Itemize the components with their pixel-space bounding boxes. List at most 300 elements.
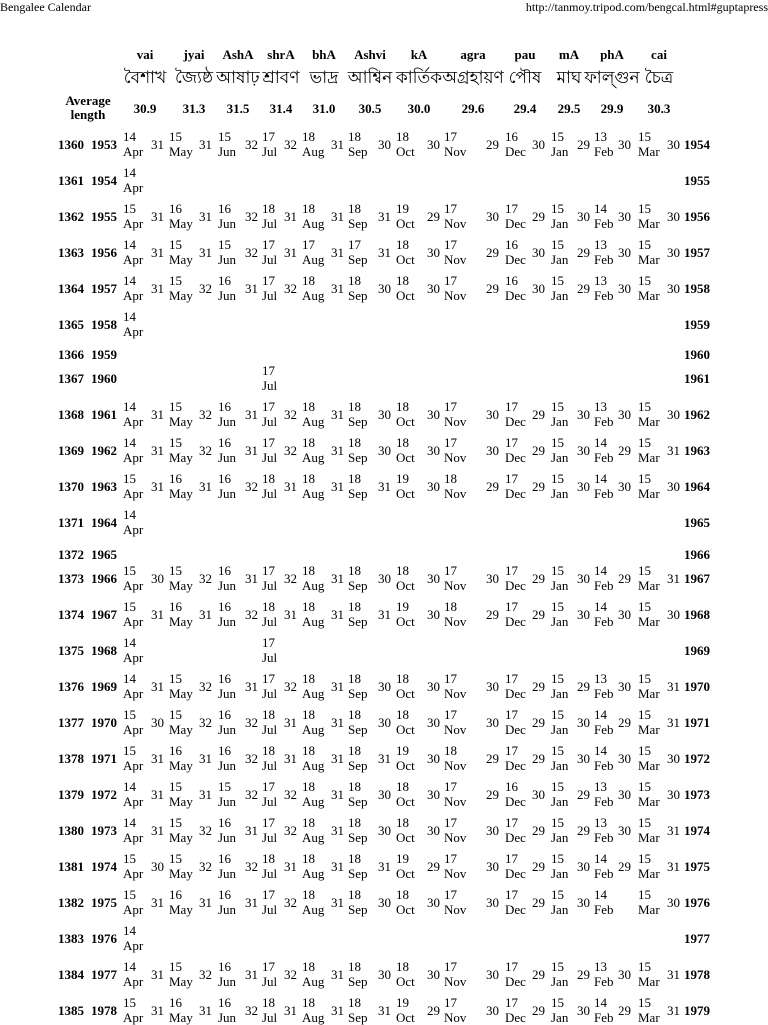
month-start-date <box>169 563 193 593</box>
month-start-date <box>262 851 277 881</box>
start-day: 18 <box>262 743 275 758</box>
gregorian-start-year: 1978 <box>91 1003 117 1018</box>
start-day: 15 <box>551 273 564 288</box>
month-length: 30 <box>486 407 499 422</box>
start-month: Sep <box>348 866 368 881</box>
month-length: 30 <box>486 571 499 586</box>
month-start-date <box>348 237 368 267</box>
month-start-date <box>123 815 143 845</box>
month-start-date <box>123 599 143 629</box>
month-length: 30 <box>667 137 680 152</box>
month-bengali-name: চৈত্র <box>644 68 674 88</box>
start-day: 18 <box>302 887 315 902</box>
start-day: 18 <box>396 237 409 252</box>
start-month: Feb <box>594 614 614 629</box>
start-day: 19 <box>396 201 409 216</box>
start-month: Nov <box>444 486 467 501</box>
month-start-date <box>123 507 143 537</box>
month-length: 30 <box>378 679 391 694</box>
start-month: May <box>169 1010 193 1025</box>
month-start-date <box>123 635 143 665</box>
month-start-date <box>302 959 324 989</box>
average-length-value: 31.4 <box>269 101 293 116</box>
start-month: May <box>169 722 193 737</box>
start-day: 18 <box>302 435 315 450</box>
month-start-date <box>302 851 324 881</box>
month-length: 29 <box>486 787 499 802</box>
month-start-date <box>302 399 324 429</box>
start-month: Mar <box>638 216 660 231</box>
month-length: 32 <box>199 823 212 838</box>
start-month: Mar <box>638 486 660 501</box>
month-length: 30 <box>427 281 440 296</box>
month-start-date <box>348 995 368 1025</box>
start-day: 13 <box>594 671 607 686</box>
month-start-date <box>348 851 368 881</box>
start-month: Sep <box>348 722 368 737</box>
bengali-year: 1371 <box>58 515 84 530</box>
start-day: 14 <box>123 129 136 144</box>
start-month: Sep <box>348 414 368 429</box>
start-day: 17 <box>262 399 275 414</box>
start-day: 18 <box>348 671 361 686</box>
start-day: 18 <box>348 201 361 216</box>
start-month: Sep <box>348 450 368 465</box>
start-month: Jan <box>551 450 569 465</box>
gregorian-start-year: 1960 <box>91 371 117 386</box>
start-month: Jan <box>551 288 569 303</box>
bengali-year: 1381 <box>58 859 84 874</box>
start-month: May <box>169 866 193 881</box>
month-start-date <box>218 435 236 465</box>
start-month: Feb <box>594 252 614 267</box>
start-day: 17 <box>505 599 518 614</box>
month-length: 31 <box>284 1003 297 1018</box>
month-length: 31 <box>378 751 391 766</box>
start-month: Nov <box>444 686 467 701</box>
start-month: Dec <box>505 252 526 267</box>
page-url[interactable]: http://tanmoy.tripod.com/bengcal.html#guptapress <box>525 0 768 14</box>
month-length: 30 <box>577 407 590 422</box>
month-length: 30 <box>618 209 631 224</box>
month-start-date <box>396 671 415 701</box>
start-day: 14 <box>123 237 136 252</box>
start-day: 17 <box>444 671 457 686</box>
start-month: Mar <box>638 414 660 429</box>
month-length: 30 <box>378 787 391 802</box>
month-length: 32 <box>284 407 297 422</box>
month-length: 31 <box>284 751 297 766</box>
start-day: 15 <box>638 435 651 450</box>
month-start-date <box>123 165 143 195</box>
month-start-date <box>505 563 526 593</box>
start-month: Aug <box>302 450 325 465</box>
month-start-date <box>396 471 415 501</box>
month-start-date <box>123 923 143 953</box>
start-day: 17 <box>444 435 457 450</box>
start-month: Mar <box>638 758 660 773</box>
month-length: 30 <box>667 751 680 766</box>
start-day: 15 <box>169 851 182 866</box>
start-day: 14 <box>594 435 607 450</box>
month-start-date <box>123 309 143 339</box>
gregorian-start-year: 1972 <box>91 787 117 802</box>
start-day: 17 <box>348 237 361 252</box>
month-start-date <box>302 887 324 917</box>
start-day: 15 <box>551 707 564 722</box>
month-start-date <box>262 887 277 917</box>
start-day: 18 <box>444 599 457 614</box>
month-start-date <box>218 779 236 809</box>
start-month: Mar <box>638 288 660 303</box>
start-day: 17 <box>262 779 275 794</box>
month-start-date <box>638 273 660 303</box>
month-start-date <box>302 671 324 701</box>
month-start-date <box>218 237 236 267</box>
month-start-date <box>302 779 324 809</box>
month-transliteration: pau <box>514 47 536 62</box>
month-length: 30 <box>577 443 590 458</box>
month-length: 31 <box>199 895 212 910</box>
month-length: 32 <box>284 571 297 586</box>
month-length: 30 <box>577 1003 590 1018</box>
start-day: 17 <box>444 237 457 252</box>
month-length: 32 <box>199 679 212 694</box>
start-month: May <box>169 830 193 845</box>
start-day: 13 <box>594 399 607 414</box>
month-start-date <box>638 563 660 593</box>
start-day: 17 <box>505 995 518 1010</box>
month-start-date <box>594 671 614 701</box>
start-month: Apr <box>123 180 144 195</box>
start-month: Mar <box>638 974 660 989</box>
start-month: Aug <box>302 144 325 159</box>
start-month: Jul <box>262 902 278 917</box>
month-length: 30 <box>667 209 680 224</box>
month-start-date <box>396 201 415 231</box>
month-length: 31 <box>284 859 297 874</box>
start-month: Aug <box>302 614 325 629</box>
start-month: Nov <box>444 288 467 303</box>
start-day: 15 <box>169 959 182 974</box>
start-day: 15 <box>638 471 651 486</box>
start-day: 15 <box>169 435 182 450</box>
month-length: 31 <box>378 245 391 260</box>
start-month: Sep <box>348 216 368 231</box>
start-month: Mar <box>638 722 660 737</box>
start-month: Sep <box>348 974 368 989</box>
start-day: 18 <box>348 599 361 614</box>
start-day: 14 <box>123 635 136 650</box>
month-start-date <box>169 599 193 629</box>
start-month: Nov <box>444 758 467 773</box>
month-length: 30 <box>618 787 631 802</box>
month-start-date <box>123 671 143 701</box>
month-length: 30 <box>427 607 440 622</box>
month-start-date <box>505 851 526 881</box>
month-start-date <box>262 201 277 231</box>
start-month: Apr <box>123 324 144 339</box>
month-length: 32 <box>245 607 258 622</box>
month-length: 30 <box>532 245 545 260</box>
month-length: 31 <box>667 715 680 730</box>
start-day: 15 <box>638 779 651 794</box>
start-day: 14 <box>123 671 136 686</box>
month-start-date <box>551 129 568 159</box>
start-day: 15 <box>551 129 564 144</box>
month-length: 29 <box>427 1003 440 1018</box>
month-start-date <box>348 671 368 701</box>
month-start-date <box>594 995 614 1025</box>
month-length: 32 <box>199 859 212 874</box>
month-start-date <box>123 201 143 231</box>
gregorian-end-year: 1960 <box>684 347 710 362</box>
start-month: Jul <box>262 578 278 593</box>
month-start-date <box>505 815 526 845</box>
start-day: 17 <box>444 815 457 830</box>
month-length: 31 <box>331 751 344 766</box>
month-start-date <box>169 887 193 917</box>
gregorian-end-year: 1973 <box>684 787 710 802</box>
start-day: 17 <box>444 129 457 144</box>
gregorian-start-year: 1955 <box>91 209 117 224</box>
month-length: 30 <box>486 1003 499 1018</box>
start-day: 16 <box>218 201 231 216</box>
month-start-date <box>169 995 193 1025</box>
month-length: 30 <box>532 281 545 296</box>
start-day: 18 <box>444 471 457 486</box>
month-start-date <box>302 435 324 465</box>
month-start-date <box>444 471 466 501</box>
gregorian-start-year: 1973 <box>91 823 117 838</box>
month-start-date <box>396 399 415 429</box>
month-start-date <box>348 959 368 989</box>
start-day: 17 <box>505 743 518 758</box>
month-length: 32 <box>199 571 212 586</box>
gregorian-start-year: 1970 <box>91 715 117 730</box>
start-day: 17 <box>444 851 457 866</box>
average-length-value: 30.3 <box>647 101 671 116</box>
month-length: 29 <box>532 1003 545 1018</box>
start-month: Jan <box>551 974 569 989</box>
start-day: 15 <box>551 671 564 686</box>
month-start-date <box>169 671 193 701</box>
start-month: Nov <box>444 866 467 881</box>
month-length: 30 <box>577 607 590 622</box>
start-day: 18 <box>348 815 361 830</box>
month-length: 29 <box>486 281 499 296</box>
month-length: 30 <box>427 715 440 730</box>
month-start-date <box>262 707 277 737</box>
start-month: Feb <box>594 794 614 809</box>
month-length: 31 <box>199 751 212 766</box>
start-month: Jan <box>551 486 569 501</box>
month-length: 31 <box>245 967 258 982</box>
month-start-date <box>505 599 526 629</box>
month-length: 30 <box>427 967 440 982</box>
start-month: Jan <box>551 758 569 773</box>
start-day: 16 <box>505 237 518 252</box>
month-start-date <box>396 129 415 159</box>
month-start-date <box>123 851 143 881</box>
start-month: Oct <box>396 486 415 501</box>
month-length: 31 <box>151 443 164 458</box>
month-start-date <box>218 599 236 629</box>
start-day: 15 <box>123 201 136 216</box>
gregorian-start-year: 1953 <box>91 137 117 152</box>
month-length: 31 <box>151 137 164 152</box>
month-transliteration: cai <box>651 47 667 62</box>
month-start-date <box>123 887 143 917</box>
start-month: Apr <box>123 288 144 303</box>
start-day: 15 <box>169 707 182 722</box>
gregorian-end-year: 1974 <box>684 823 710 838</box>
month-length: 31 <box>378 479 391 494</box>
start-day: 18 <box>302 599 315 614</box>
month-start-date <box>123 273 143 303</box>
start-month: Jan <box>551 414 569 429</box>
gregorian-start-year: 1976 <box>91 931 117 946</box>
month-length: 29 <box>618 443 631 458</box>
start-month: Jun <box>218 866 237 881</box>
start-month: May <box>169 794 193 809</box>
month-length: 30 <box>486 679 499 694</box>
start-month: Oct <box>396 758 415 773</box>
month-start-date <box>396 273 415 303</box>
month-start-date <box>169 201 193 231</box>
start-day: 15 <box>638 399 651 414</box>
start-month: Mar <box>638 902 660 917</box>
month-length: 31 <box>331 787 344 802</box>
bengali-year: 1382 <box>58 895 84 910</box>
gregorian-start-year: 1959 <box>91 347 117 362</box>
start-day: 13 <box>594 237 607 252</box>
month-start-date <box>444 851 466 881</box>
month-start-date <box>262 635 277 665</box>
month-start-date <box>594 887 614 917</box>
start-day: 18 <box>348 743 361 758</box>
start-day: 15 <box>551 743 564 758</box>
month-start-date <box>218 887 236 917</box>
start-month: May <box>169 902 193 917</box>
month-start-date <box>262 599 277 629</box>
bengali-year: 1366 <box>58 347 84 362</box>
start-month: Jun <box>218 830 237 845</box>
month-bengali-name: জ্যৈষ্ঠ <box>174 68 214 88</box>
month-start-date <box>444 237 466 267</box>
month-length: 31 <box>151 967 164 982</box>
month-start-date <box>302 201 324 231</box>
month-transliteration: phA <box>600 47 624 62</box>
month-start-date <box>638 851 660 881</box>
gregorian-start-year: 1969 <box>91 679 117 694</box>
gregorian-end-year: 1977 <box>684 931 710 946</box>
start-day: 15 <box>638 237 651 252</box>
month-length: 29 <box>486 479 499 494</box>
month-length: 30 <box>532 787 545 802</box>
month-length: 32 <box>284 967 297 982</box>
month-start-date <box>218 815 236 845</box>
start-day: 14 <box>594 563 607 578</box>
month-start-date <box>594 959 614 989</box>
start-day: 18 <box>302 743 315 758</box>
month-start-date <box>638 671 660 701</box>
month-length: 29 <box>427 859 440 874</box>
month-start-date <box>262 563 277 593</box>
start-month: Jan <box>551 216 569 231</box>
month-start-date <box>396 815 415 845</box>
month-length: 29 <box>577 823 590 838</box>
month-start-date <box>396 779 415 809</box>
month-length: 30 <box>667 245 680 260</box>
start-month: Jan <box>551 866 569 881</box>
month-start-date <box>505 743 526 773</box>
start-month: Jun <box>218 974 237 989</box>
month-start-date <box>302 129 324 159</box>
start-month: Feb <box>594 216 614 231</box>
month-start-date <box>444 129 466 159</box>
month-start-date <box>551 273 568 303</box>
start-day: 17 <box>262 563 275 578</box>
month-length: 29 <box>532 751 545 766</box>
start-day: 17 <box>262 635 275 650</box>
start-month: Sep <box>348 686 368 701</box>
start-day: 19 <box>396 995 409 1010</box>
start-day: 16 <box>169 471 182 486</box>
start-day: 17 <box>505 399 518 414</box>
start-day: 18 <box>444 743 457 758</box>
month-length: 31 <box>151 787 164 802</box>
month-start-date <box>444 743 466 773</box>
start-day: 17 <box>444 995 457 1010</box>
month-start-date <box>551 671 568 701</box>
start-day: 18 <box>396 959 409 974</box>
month-length: 30 <box>378 823 391 838</box>
month-start-date <box>169 435 193 465</box>
month-start-date <box>396 851 415 881</box>
month-start-date <box>262 129 277 159</box>
start-month: Nov <box>444 1010 467 1025</box>
month-length: 30 <box>486 967 499 982</box>
start-month: Jun <box>218 902 237 917</box>
start-day: 17 <box>505 887 518 902</box>
month-start-date <box>262 743 277 773</box>
start-month: Jan <box>551 1010 569 1025</box>
month-start-date <box>262 779 277 809</box>
start-day: 18 <box>396 399 409 414</box>
start-day: 18 <box>396 887 409 902</box>
month-length: 30 <box>486 859 499 874</box>
month-start-date <box>551 599 568 629</box>
average-length-value: 31.5 <box>226 101 250 116</box>
start-month: Mar <box>638 686 660 701</box>
start-day: 17 <box>262 815 275 830</box>
start-day: 18 <box>396 779 409 794</box>
bengali-year: 1377 <box>58 715 84 730</box>
start-month: May <box>169 486 193 501</box>
start-month: Sep <box>348 288 368 303</box>
start-month: May <box>169 144 193 159</box>
start-day: 17 <box>505 815 518 830</box>
month-bengali-name: কার্তিক <box>395 68 443 88</box>
month-length: 30 <box>667 479 680 494</box>
start-day: 18 <box>302 995 315 1010</box>
month-length: 30 <box>151 715 164 730</box>
month-length: 30 <box>667 407 680 422</box>
gregorian-start-year: 1967 <box>91 607 117 622</box>
month-length: 31 <box>284 607 297 622</box>
start-month: Dec <box>505 758 526 773</box>
